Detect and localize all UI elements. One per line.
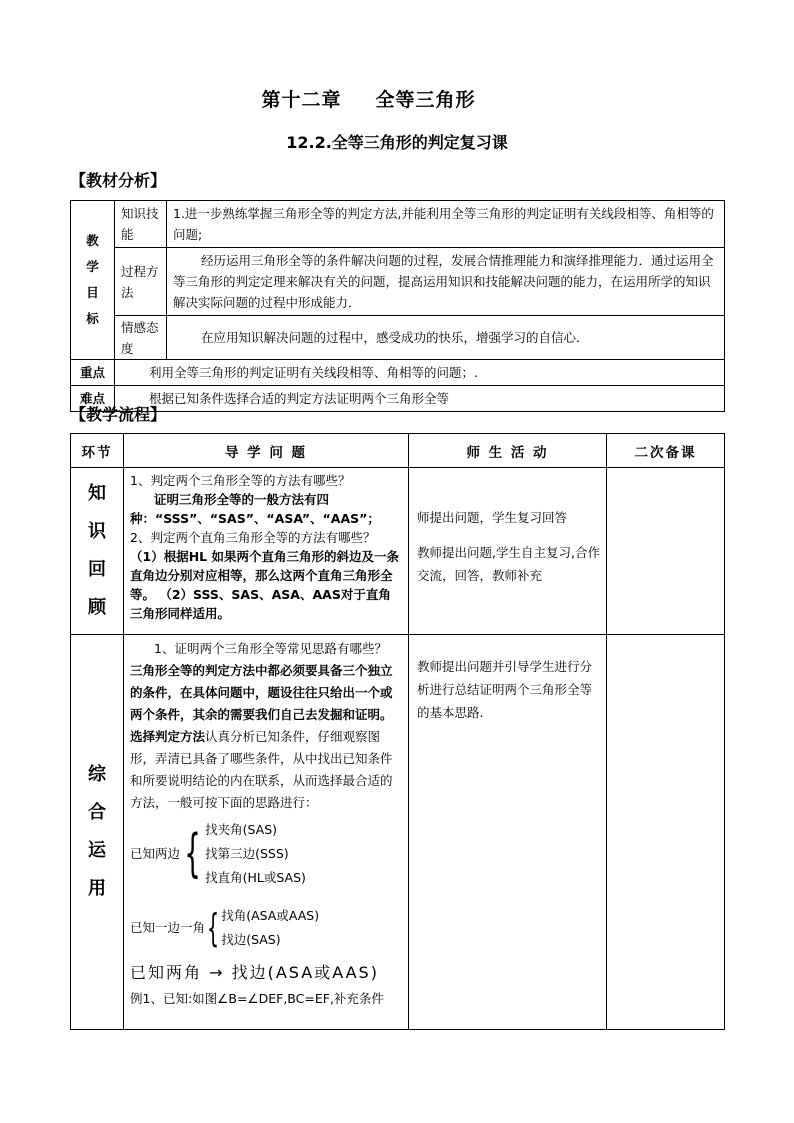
header-activities: 师 生 活 动 — [409, 434, 607, 468]
stage-application: 综 合 运 用 — [71, 635, 124, 1030]
key-point-label: 重点 — [71, 360, 115, 386]
two-angles-diagram — [130, 962, 402, 984]
stage-review: 知 识 回 顾 — [71, 468, 124, 635]
application-activity: 教师提出问题并引导学生进行分析进行总结证明两个三角形全等的基本思路. — [417, 659, 593, 720]
emotion-text: 在应用知识解决问题的过程中，感受成功的快乐，增强学习的自信心． — [167, 316, 725, 360]
analysis-table — [70, 200, 725, 412]
chapter-number: 第十二章 — [261, 89, 342, 111]
two-sides-option: 找直角(HL或SAS) — [205, 870, 306, 885]
review-q2-answer: （1）根据HL 如果两个直角三角形的斜边及一条直角边分别对应相等，那么这两个直角三角形全等。 （2）SSS、SAS、ASA、AAS对于直角三角形同样适用。 — [130, 549, 399, 621]
header-questions: 导 学 问 题 — [124, 434, 409, 468]
side-angle-option: 找角(ASA或AAS) — [221, 908, 320, 923]
lesson-subtitle: 12.2.全等三角形的判定复习课 — [286, 133, 508, 152]
flow-table — [70, 433, 725, 1030]
application-q1: 1、证明两个三角形全等常见思路有哪些？ — [154, 641, 387, 656]
application-activities — [409, 635, 607, 1030]
review-q1: 1、判定两个三角形全等的方法有哪些？ — [130, 473, 351, 488]
example-1: 例1、已知:如图∠B=∠DEF,BC=EF,补充条件 — [130, 991, 384, 1006]
header-second-prep: 二次备课 — [607, 434, 725, 468]
process-text: 经历运用三角形全等的条件解决问题的过程，发展合情推理能力和演绎推理能力．通过运用全等三角形的判定定理来解决有关的问题，提高运用知识和技能解决问题的能力，在运用所学的知识解决实际问题的过程中形成能力． — [167, 248, 725, 316]
header-stage: 环节 — [71, 434, 124, 468]
two-angles-option: 找边(ASA或AAS) — [231, 963, 379, 982]
review-q1-answer: 证明三角形全等的一般方法有四种：“SSS”、“SAS”、“ASA”、“AAS”； — [130, 492, 380, 526]
difficulty-label: 难点 — [71, 386, 115, 412]
chapter-topic: 全等三角形 — [375, 89, 476, 111]
process-label: 过程方法 — [115, 248, 167, 316]
two-sides-label: 已知两边 — [130, 846, 181, 861]
section-analysis-title: 【教材分析】 — [70, 171, 167, 190]
review-q2: 2、判定两个直角三角形全等的方法有哪些？ — [130, 530, 376, 545]
two-sides-option: 找夹角(SAS) — [205, 822, 278, 837]
review-activity-2: 教师提出问题,学生自主复习,合作交流，回答，教师补充 — [417, 545, 600, 583]
chapter-title — [0, 85, 737, 112]
application-questions — [124, 635, 409, 1030]
emotion-label: 情感态度 — [115, 316, 167, 360]
side-angle-label: 已知一边一角 — [130, 920, 206, 935]
two-sides-option: 找第三边(SSS) — [205, 846, 289, 861]
key-point-text: 利用全等三角形的判定证明有关线段相等、角相等的问题；. — [115, 360, 725, 386]
two-angles-label: 已知两角 — [130, 963, 203, 982]
difficulty-text: 根据已知条件选择合适的判定方法证明两个三角形全等 — [115, 386, 725, 412]
brace-icon: { — [207, 906, 220, 950]
arrow-right-icon: → — [209, 963, 225, 982]
brace-icon: { — [184, 824, 201, 884]
review-questions — [124, 468, 409, 635]
knowledge-label: 知识技能 — [115, 201, 167, 248]
review-activity-1: 师提出问题，学生复习回答 — [417, 510, 568, 525]
knowledge-text: 1.进一步熟练掌握三角形全等的判定方法,并能利用全等三角形的判定证明有关线段相等、角相等的问题; — [167, 201, 725, 248]
teaching-goals-label: 教 学 目 标 — [71, 201, 115, 360]
application-bold-text: 三角形全等的判定方法中都必须要具备三个独立的条件，在具体问题中，题设往往只给出一个或两个条件，其余的需要我们自己去发掘和证明。选择判定方法 — [130, 663, 393, 744]
side-angle-diagram — [130, 904, 402, 952]
two-sides-diagram — [130, 818, 402, 890]
application-explanation — [130, 660, 402, 814]
review-activities — [409, 468, 607, 635]
application-second-prep — [607, 635, 725, 1030]
application-normal-text: 认真分析已知条件，仔细观察图形，弄清已具备了哪些条件，从中找出已知条件和所要说明结论的内在联系，从而选择最合适的方法，一般可按下面的思路进行： — [130, 729, 393, 810]
section-flow-title: 【教学流程】 — [70, 405, 167, 424]
side-angle-option: 找边(SAS) — [221, 932, 281, 947]
review-second-prep — [607, 468, 725, 635]
